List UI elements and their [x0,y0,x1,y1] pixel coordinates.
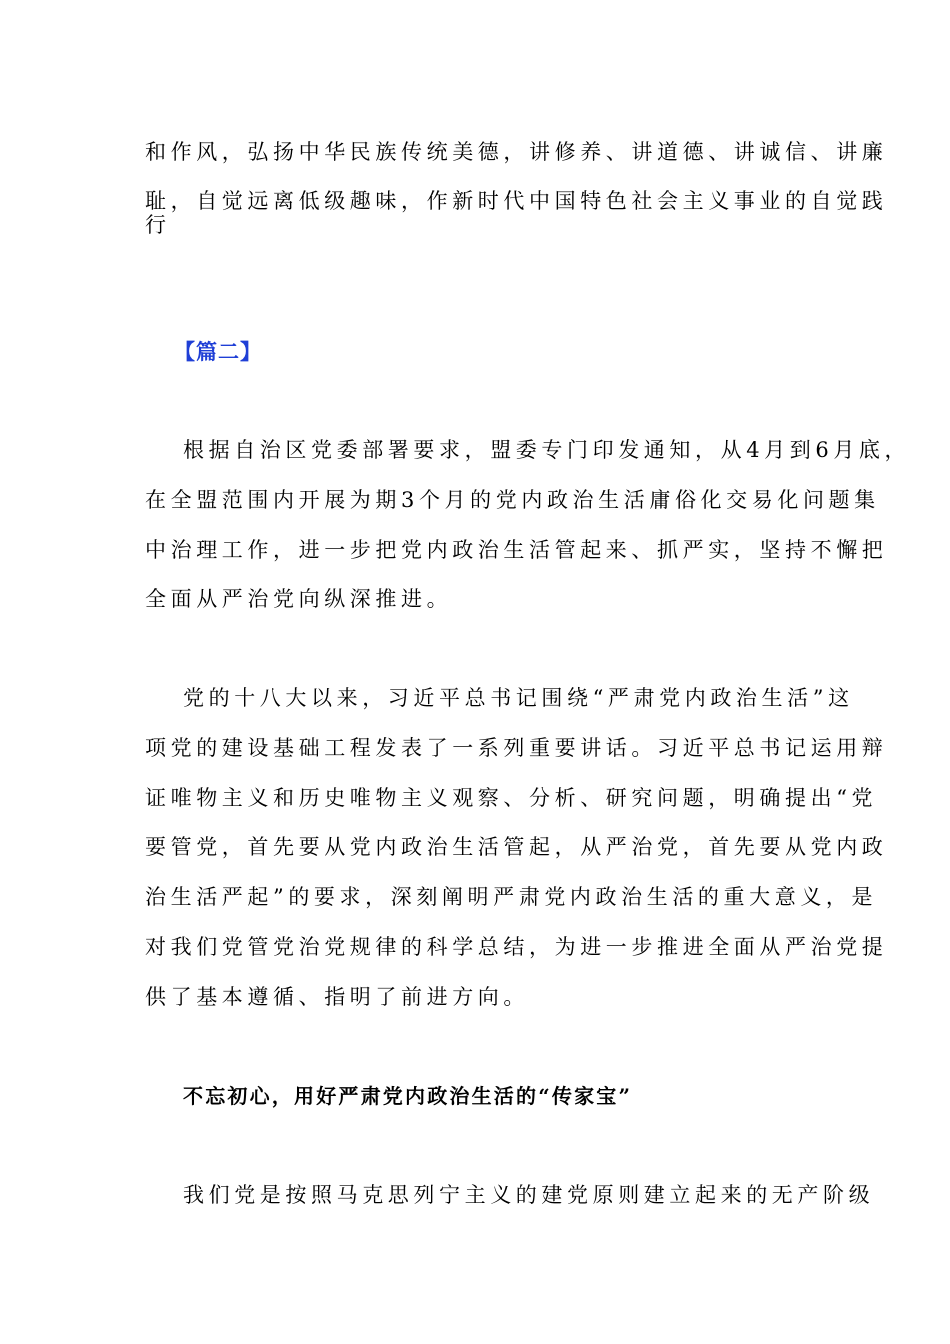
paragraph-2-line-4: 全面从严治党向纵深推进。 [145,587,453,611]
paragraph-1-line-2: 耻，自觉远离低级趣味，作新时代中国特色社会主义事业的自觉践 [145,189,888,213]
paragraph-1-line-1: 和作风，弘扬中华民族传统美德，讲修养、讲道德、讲诚信、讲廉 [145,140,888,164]
paragraph-4-line-1: 我们党是按照马克思列宁主义的建党原则建立起来的无产阶级 [183,1183,875,1207]
paragraph-3-line-7: 供了基本遵循、指明了前进方向。 [145,985,529,1009]
paragraph-3-line-1: 党的十八大以来，习近平总书记围绕“严肃党内政治生活”这 [183,686,854,710]
paragraph-2-line-2: 在全盟范围内开展为期3个月的党内政治生活庸俗化交易化问题集 [145,488,880,512]
paragraph-3-line-3: 证唯物主义和历史唯物主义观察、分析、研究问题，明确提出“党 [145,786,878,810]
section-title: 不忘初心，用好严肃党内政治生活的“传家宝” [183,1084,633,1108]
paragraph-2-line-3: 中治理工作，进一步把党内政治生活管起来、抓严实，坚持不懈把 [145,538,888,562]
paragraph-1-line-3: 行 [145,213,171,237]
paragraph-3-line-4: 要管党，首先要从党内政治生活管起，从严治党，首先要从党内政 [145,835,888,859]
paragraph-3-line-2: 项党的建设基础工程发表了一系列重要讲话。习近平总书记运用辩 [145,736,888,760]
paragraph-2-line-1: 根据自治区党委部署要求，盟委专门印发通知，从4月到6月底， [183,438,911,462]
section-heading: 【篇二】 [174,339,262,364]
paragraph-3-line-6: 对我们党管党治党规律的科学总结，为进一步推进全面从严治党提 [145,935,888,959]
paragraph-3-line-5: 治生活严起”的要求，深刻阐明严肃党内政治生活的重大意义，是 [145,885,878,909]
